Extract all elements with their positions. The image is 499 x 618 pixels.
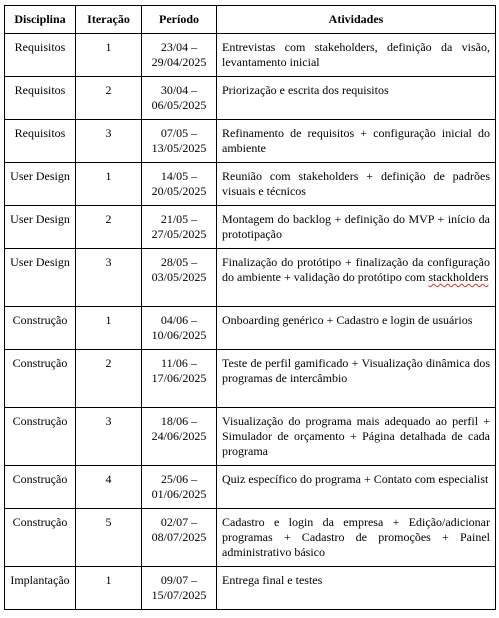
periodo-start: 09/07 – xyxy=(160,573,198,587)
cell-disciplina: User Design xyxy=(5,249,76,307)
cell-iteracao: 2 xyxy=(76,206,142,249)
cell-periodo xyxy=(142,466,217,509)
cell-iteracao: 1 xyxy=(76,163,142,206)
cell-iteracao: 3 xyxy=(76,249,142,307)
periodo-start: 02/07 – xyxy=(160,515,198,529)
cell-atividades xyxy=(217,120,496,163)
periodo-end: 24/06/2025 xyxy=(151,429,207,443)
periodo-end: 27/05/2025 xyxy=(151,227,207,241)
header-atividades: Atividades xyxy=(217,6,496,34)
atividades-text: Visualização do programa mais adequado ao perfil + Simulador de orçamento + Página detalhada de cada programa xyxy=(222,414,490,458)
table-row xyxy=(5,408,496,466)
table-row xyxy=(5,206,496,249)
atividades-text: Reunião com stakeholders + definição de padrões visuais e técnicos xyxy=(222,169,490,198)
cell-atividades xyxy=(217,34,496,77)
atividades-text: Montagem do backlog + definição do MVP + início da prototipação xyxy=(222,212,490,241)
header-iteracao: Iteração xyxy=(76,6,142,34)
atividades-text: Priorização e escrita dos requisitos xyxy=(222,83,389,97)
spellcheck-flagged-word[interactable]: stackholders xyxy=(428,270,489,284)
cell-disciplina: Requisitos xyxy=(5,120,76,163)
cell-atividades xyxy=(217,567,496,610)
periodo-end: 10/06/2025 xyxy=(151,328,207,342)
atividades-text: Refinamento de requisitos + configuração inicial do ambiente xyxy=(222,126,490,155)
periodo-start: 04/06 – xyxy=(160,313,198,327)
cell-iteracao: 2 xyxy=(76,350,142,408)
cell-periodo xyxy=(142,77,217,120)
cell-periodo xyxy=(142,163,217,206)
cell-iteracao: 1 xyxy=(76,567,142,610)
cell-disciplina: Requisitos xyxy=(5,77,76,120)
atividades-text: Entrega final e testes xyxy=(222,573,323,587)
periodo-end: 08/07/2025 xyxy=(151,530,207,544)
atividades-text: Onboarding genérico + Cadastro e login de usuários xyxy=(222,313,473,327)
cell-disciplina: Construção xyxy=(5,307,76,350)
header-row xyxy=(5,6,496,34)
table-row xyxy=(5,120,496,163)
periodo-end: 20/05/2025 xyxy=(151,184,207,198)
cell-atividades xyxy=(217,408,496,466)
atividades-text: Finalização do protótipo + finalização da configuração do ambiente + validação do protótipo com xyxy=(222,255,490,284)
cell-atividades xyxy=(217,509,496,567)
cell-iteracao: 2 xyxy=(76,77,142,120)
periodo-start: 18/06 – xyxy=(160,414,198,428)
cell-atividades xyxy=(217,350,496,408)
periodo-end: 03/05/2025 xyxy=(151,270,207,284)
periodo-start: 07/05 – xyxy=(160,126,198,140)
periodo-end: 15/07/2025 xyxy=(151,588,207,602)
cell-iteracao: 5 xyxy=(76,509,142,567)
cell-iteracao: 1 xyxy=(76,307,142,350)
cell-periodo xyxy=(142,34,217,77)
table-row xyxy=(5,350,496,408)
cell-periodo xyxy=(142,249,217,307)
cell-iteracao: 1 xyxy=(76,34,142,77)
table-row xyxy=(5,163,496,206)
periodo-start: 30/04 – xyxy=(160,83,198,97)
header-periodo: Período xyxy=(142,6,217,34)
atividades-text: Teste de perfil gamificado + Visualização dinâmica dos programas de intercâmbio xyxy=(222,356,490,385)
table-row xyxy=(5,466,496,509)
cell-atividades xyxy=(217,466,496,509)
table-row xyxy=(5,77,496,120)
periodo-start: 25/06 – xyxy=(160,472,198,486)
table-row xyxy=(5,307,496,350)
cell-disciplina: Requisitos xyxy=(5,34,76,77)
cell-disciplina: Construção xyxy=(5,466,76,509)
cell-periodo xyxy=(142,509,217,567)
periodo-start: 14/05 – xyxy=(160,169,198,183)
header-disciplina: Disciplina xyxy=(5,6,76,34)
cell-iteracao: 3 xyxy=(76,408,142,466)
cell-periodo xyxy=(142,307,217,350)
cell-iteracao: 3 xyxy=(76,120,142,163)
cell-disciplina: Implantação xyxy=(5,567,76,610)
periodo-end: 13/05/2025 xyxy=(151,141,207,155)
periodo-end: 01/06/2025 xyxy=(151,487,207,501)
periodo-start: 11/06 – xyxy=(161,356,197,370)
atividades-text: Quiz específico do programa + Contato com especialist xyxy=(222,472,489,486)
cell-atividades xyxy=(217,163,496,206)
table-row xyxy=(5,567,496,610)
cell-iteracao: 4 xyxy=(76,466,142,509)
schedule-table xyxy=(4,5,496,610)
cell-disciplina: User Design xyxy=(5,206,76,249)
cell-atividades xyxy=(217,206,496,249)
table-row xyxy=(5,34,496,77)
cell-periodo xyxy=(142,206,217,249)
cell-disciplina: Construção xyxy=(5,408,76,466)
periodo-start: 21/05 – xyxy=(160,212,198,226)
periodo-end: 06/05/2025 xyxy=(151,98,207,112)
cell-disciplina: Construção xyxy=(5,509,76,567)
cell-periodo xyxy=(142,408,217,466)
cell-atividades xyxy=(217,77,496,120)
cell-periodo xyxy=(142,567,217,610)
cell-disciplina: Construção xyxy=(5,350,76,408)
cell-atividades xyxy=(217,307,496,350)
table-row xyxy=(5,249,496,307)
periodo-end: 29/04/2025 xyxy=(151,55,207,69)
periodo-end: 17/06/2025 xyxy=(151,371,207,385)
cell-periodo xyxy=(142,350,217,408)
table-row xyxy=(5,509,496,567)
atividades-text: Cadastro e login da empresa + Edição/adicionar programas + Cadastro de promoções + Painel administrativo básico xyxy=(222,515,490,559)
atividades-text: Entrevistas com stakeholders, definição da visão, levantamento inicial xyxy=(222,40,490,69)
cell-periodo xyxy=(142,120,217,163)
periodo-start: 23/04 – xyxy=(160,40,198,54)
cell-atividades xyxy=(217,249,496,307)
periodo-start: 28/05 – xyxy=(160,255,198,269)
cell-disciplina: User Design xyxy=(5,163,76,206)
